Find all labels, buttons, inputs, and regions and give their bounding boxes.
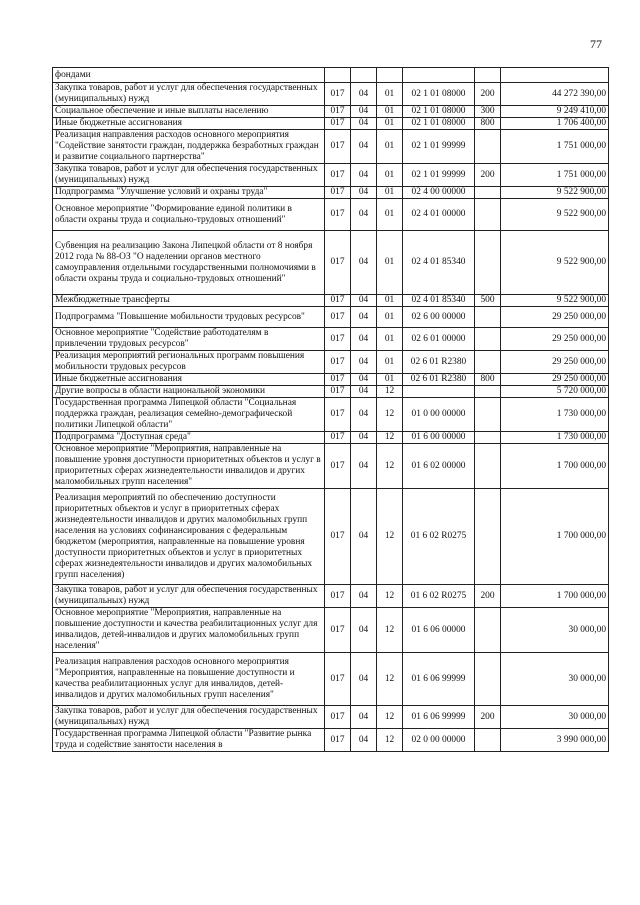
cell-glava: 017	[325, 307, 351, 328]
cell-sum: 29 250 000,00	[501, 351, 609, 374]
cell-glava: 017	[325, 729, 351, 752]
cell-rz: 04	[351, 585, 377, 608]
cell-csr: 02 6 01 R2380	[403, 374, 475, 386]
cell-csr: 01 6 02 R0275	[403, 585, 475, 608]
cell-sum: 1 700 000,00	[501, 444, 609, 489]
cell-glava: 017	[325, 653, 351, 706]
cell-sum: 1 751 000,00	[501, 130, 609, 164]
cell-vr	[475, 608, 501, 653]
table-row	[53, 706, 609, 729]
cell-pr: 12	[377, 398, 403, 432]
table-row	[53, 68, 609, 83]
cell-sum: 30 000,00	[501, 706, 609, 729]
cell-pr: 01	[377, 118, 403, 130]
cell-vr	[475, 489, 501, 585]
cell-pr: 01	[377, 351, 403, 374]
cell-vr: 800	[475, 374, 501, 386]
cell-csr: 01 6 02 00000	[403, 444, 475, 489]
cell-rz: 04	[351, 351, 377, 374]
cell-glava: 017	[325, 444, 351, 489]
cell-sum: 1 700 000,00	[501, 489, 609, 585]
cell-csr: 02 6 01 R2380	[403, 351, 475, 374]
cell-csr: 02 1 01 99999	[403, 164, 475, 187]
cell-rz: 04	[351, 83, 377, 106]
cell-rz: 04	[351, 398, 377, 432]
page-number: 77	[590, 37, 602, 51]
table-row	[53, 295, 609, 307]
table-row	[53, 444, 609, 489]
cell-pr: 01	[377, 106, 403, 118]
cell-rz: 04	[351, 187, 377, 199]
cell-name: Подпрограмма "Улучшение условий и охраны труда"	[53, 187, 325, 199]
cell-rz: 04	[351, 130, 377, 164]
table-row	[53, 653, 609, 706]
budget-table	[52, 67, 609, 752]
table-row	[53, 328, 609, 351]
cell-pr: 12	[377, 608, 403, 653]
cell-name: Иные бюджетные ассигнования	[53, 374, 325, 386]
cell-name: Социальное обеспечение и иные выплаты населению	[53, 106, 325, 118]
cell-sum: 9 522 900,00	[501, 231, 609, 295]
cell-sum: 1 730 000,00	[501, 432, 609, 444]
cell-sum: 1 706 400,00	[501, 118, 609, 130]
cell-vr: 200	[475, 164, 501, 187]
cell-name: Субвенция на реализацию Закона Липецкой области от 8 ноября 2012 года № 88-ОЗ "О наделении органов местного самоуправления отдельными государственными полномочиями в области охраны труда и социально-трудовых отношений"	[53, 231, 325, 295]
cell-csr: 02 4 00 00000	[403, 187, 475, 199]
cell-glava: 017	[325, 374, 351, 386]
table-row	[53, 489, 609, 585]
cell-vr: 200	[475, 83, 501, 106]
cell-glava: 017	[325, 585, 351, 608]
cell-sum: 1 700 000,00	[501, 585, 609, 608]
cell-sum: 30 000,00	[501, 653, 609, 706]
cell-vr	[475, 351, 501, 374]
cell-rz: 04	[351, 374, 377, 386]
cell-pr: 01	[377, 295, 403, 307]
cell-rz: 04	[351, 444, 377, 489]
cell-vr: 500	[475, 295, 501, 307]
cell-name: Закупка товаров, работ и услуг для обеспечения государственных (муниципальных) нужд	[53, 585, 325, 608]
cell-name: Реализация направления расходов основного мероприятия "Мероприятия, направленные на повышение доступности и качества реабилитационных услуг для инвалидов, детей-инвалидов и других маломобильных групп населения"	[53, 653, 325, 706]
cell-rz: 04	[351, 106, 377, 118]
cell-pr: 12	[377, 489, 403, 585]
cell-sum: 9 522 900,00	[501, 199, 609, 231]
cell-vr: 200	[475, 706, 501, 729]
cell-rz: 04	[351, 199, 377, 231]
table-row	[53, 386, 609, 398]
cell-csr: 02 4 01 00000	[403, 199, 475, 231]
cell-vr	[475, 328, 501, 351]
table-row	[53, 187, 609, 199]
table-row	[53, 83, 609, 106]
cell-vr	[475, 444, 501, 489]
cell-glava: 017	[325, 106, 351, 118]
cell-glava: 017	[325, 231, 351, 295]
cell-vr	[475, 307, 501, 328]
cell-pr: 01	[377, 130, 403, 164]
cell-rz: 04	[351, 653, 377, 706]
cell-vr	[475, 432, 501, 444]
cell-sum: 9 249 410,00	[501, 106, 609, 118]
cell-glava: 017	[325, 706, 351, 729]
cell-sum: 29 250 000,00	[501, 328, 609, 351]
cell-sum: 9 522 900,00	[501, 187, 609, 199]
cell-glava: 017	[325, 608, 351, 653]
cell-pr: 12	[377, 653, 403, 706]
table-row	[53, 351, 609, 374]
cell-name: Государственная программа Липецкой области "Социальная поддержка граждан, реализация семейно-демографической политики Липецкой области"	[53, 398, 325, 432]
table-row	[53, 432, 609, 444]
cell-name: Другие вопросы в области национальной экономики	[53, 386, 325, 398]
cell-name: Реализация мероприятий региональных программ повышения мобильности трудовых ресурсов	[53, 351, 325, 374]
cell-glava: 017	[325, 351, 351, 374]
cell-rz	[351, 68, 377, 83]
cell-csr: 02 0 00 00000	[403, 729, 475, 752]
table-row	[53, 130, 609, 164]
cell-sum: 3 990 000,00	[501, 729, 609, 752]
cell-vr: 300	[475, 106, 501, 118]
cell-glava: 017	[325, 489, 351, 585]
cell-name: Закупка товаров, работ и услуг для обеспечения государственных (муниципальных) нужд	[53, 164, 325, 187]
cell-pr: 12	[377, 585, 403, 608]
cell-sum: 29 250 000,00	[501, 374, 609, 386]
cell-pr: 12	[377, 386, 403, 398]
cell-glava: 017	[325, 432, 351, 444]
cell-pr: 01	[377, 307, 403, 328]
cell-csr: 01 6 06 00000	[403, 608, 475, 653]
cell-rz: 04	[351, 608, 377, 653]
table-row	[53, 729, 609, 752]
cell-pr: 12	[377, 444, 403, 489]
cell-vr	[475, 231, 501, 295]
cell-rz: 04	[351, 328, 377, 351]
table-row	[53, 585, 609, 608]
cell-glava: 017	[325, 295, 351, 307]
cell-glava: 017	[325, 328, 351, 351]
cell-csr: 02 1 01 08000	[403, 83, 475, 106]
cell-sum: 29 250 000,00	[501, 307, 609, 328]
cell-pr: 12	[377, 706, 403, 729]
cell-pr: 01	[377, 374, 403, 386]
cell-name: Основное мероприятие "Мероприятия, направленные на повышение доступности и качества реабилитационных услуг для инвалидов, детей-инвалидов и других маломобильных групп населения"	[53, 608, 325, 653]
table-row	[53, 164, 609, 187]
cell-pr: 12	[377, 432, 403, 444]
cell-csr: 01 6 06 99999	[403, 653, 475, 706]
cell-name: Основное мероприятие "Содействие работодателям в привлечении трудовых ресурсов"	[53, 328, 325, 351]
table-row	[53, 608, 609, 653]
cell-rz: 04	[351, 231, 377, 295]
cell-glava: 017	[325, 199, 351, 231]
cell-csr: 02 1 01 08000	[403, 106, 475, 118]
cell-csr: 02 6 01 00000	[403, 328, 475, 351]
cell-vr	[475, 130, 501, 164]
cell-name: фондами	[53, 68, 325, 83]
cell-pr: 01	[377, 83, 403, 106]
cell-rz: 04	[351, 432, 377, 444]
cell-vr: 800	[475, 118, 501, 130]
cell-glava: 017	[325, 398, 351, 432]
table-row	[53, 374, 609, 386]
table-row	[53, 231, 609, 295]
cell-vr	[475, 199, 501, 231]
cell-csr: 02 1 01 08000	[403, 118, 475, 130]
cell-csr: 02 6 00 00000	[403, 307, 475, 328]
cell-csr: 02 4 01 85340	[403, 295, 475, 307]
cell-sum	[501, 68, 609, 83]
cell-name: Реализация мероприятий по обеспечению доступности приоритетных объектов и услуг в приоритетных сферах жизнедеятельности инвалидов и других маломобильных групп населения на условиях софинансирования с федеральным бюджетом (мероприятия, направленные на повышение уровня доступности приоритетных объектов и услуг в приоритетных сферах жизнедеятельности инвалидов и других маломобильных групп населения)	[53, 489, 325, 585]
cell-csr: 01 6 00 00000	[403, 432, 475, 444]
cell-rz: 04	[351, 295, 377, 307]
cell-pr	[377, 68, 403, 83]
cell-vr	[475, 398, 501, 432]
cell-sum: 1 751 000,00	[501, 164, 609, 187]
cell-sum: 44 272 390,00	[501, 83, 609, 106]
cell-rz: 04	[351, 118, 377, 130]
cell-glava	[325, 68, 351, 83]
cell-vr	[475, 386, 501, 398]
cell-glava: 017	[325, 118, 351, 130]
cell-csr	[403, 386, 475, 398]
cell-pr: 12	[377, 729, 403, 752]
cell-name: Подпрограмма "Доступная среда"	[53, 432, 325, 444]
cell-name: Государственная программа Липецкой области "Развитие рынка труда и содействие занятости населения в	[53, 729, 325, 752]
table-row	[53, 307, 609, 328]
cell-vr: 200	[475, 585, 501, 608]
cell-name: Иные бюджетные ассигнования	[53, 118, 325, 130]
cell-csr: 01 6 06 99999	[403, 706, 475, 729]
cell-pr: 01	[377, 164, 403, 187]
cell-sum: 5 720 000,00	[501, 386, 609, 398]
cell-name: Основное мероприятие "Мероприятия, направленные на повышение уровня доступности приоритетных объектов и услуг в приоритетных сферах жизнедеятельности инвалидов и других маломобильных групп населения"	[53, 444, 325, 489]
cell-rz: 04	[351, 489, 377, 585]
cell-rz: 04	[351, 729, 377, 752]
table-row	[53, 106, 609, 118]
cell-name: Межбюджетные трансферты	[53, 295, 325, 307]
cell-name: Закупка товаров, работ и услуг для обеспечения государственных (муниципальных) нужд	[53, 83, 325, 106]
cell-sum: 30 000,00	[501, 608, 609, 653]
cell-csr: 02 1 01 99999	[403, 130, 475, 164]
cell-glava: 017	[325, 83, 351, 106]
cell-csr	[403, 68, 475, 83]
cell-csr: 01 6 02 R0275	[403, 489, 475, 585]
cell-sum: 1 730 000,00	[501, 398, 609, 432]
cell-name: Подпрограмма "Повышение мобильности трудовых ресурсов"	[53, 307, 325, 328]
cell-pr: 01	[377, 231, 403, 295]
cell-rz: 04	[351, 706, 377, 729]
cell-rz: 04	[351, 386, 377, 398]
cell-glava: 017	[325, 386, 351, 398]
cell-vr	[475, 187, 501, 199]
cell-name: Реализация направления расходов основного мероприятия "Содействие занятости граждан, поддержка безработных граждан и развитие социального партнерства"	[53, 130, 325, 164]
cell-rz: 04	[351, 307, 377, 328]
cell-rz: 04	[351, 164, 377, 187]
cell-sum: 9 522 900,00	[501, 295, 609, 307]
table-row	[53, 118, 609, 130]
cell-vr	[475, 653, 501, 706]
cell-pr: 01	[377, 328, 403, 351]
cell-csr: 02 4 01 85340	[403, 231, 475, 295]
cell-pr: 01	[377, 187, 403, 199]
cell-glava: 017	[325, 164, 351, 187]
cell-pr: 01	[377, 199, 403, 231]
table-row	[53, 398, 609, 432]
cell-vr	[475, 729, 501, 752]
cell-name: Закупка товаров, работ и услуг для обеспечения государственных (муниципальных) нужд	[53, 706, 325, 729]
cell-vr	[475, 68, 501, 83]
cell-glava: 017	[325, 130, 351, 164]
cell-glava: 017	[325, 187, 351, 199]
table-row	[53, 199, 609, 231]
cell-name: Основное мероприятие "Формирование единой политики в области охраны труда и социально-трудовых отношений"	[53, 199, 325, 231]
cell-csr: 01 0 00 00000	[403, 398, 475, 432]
